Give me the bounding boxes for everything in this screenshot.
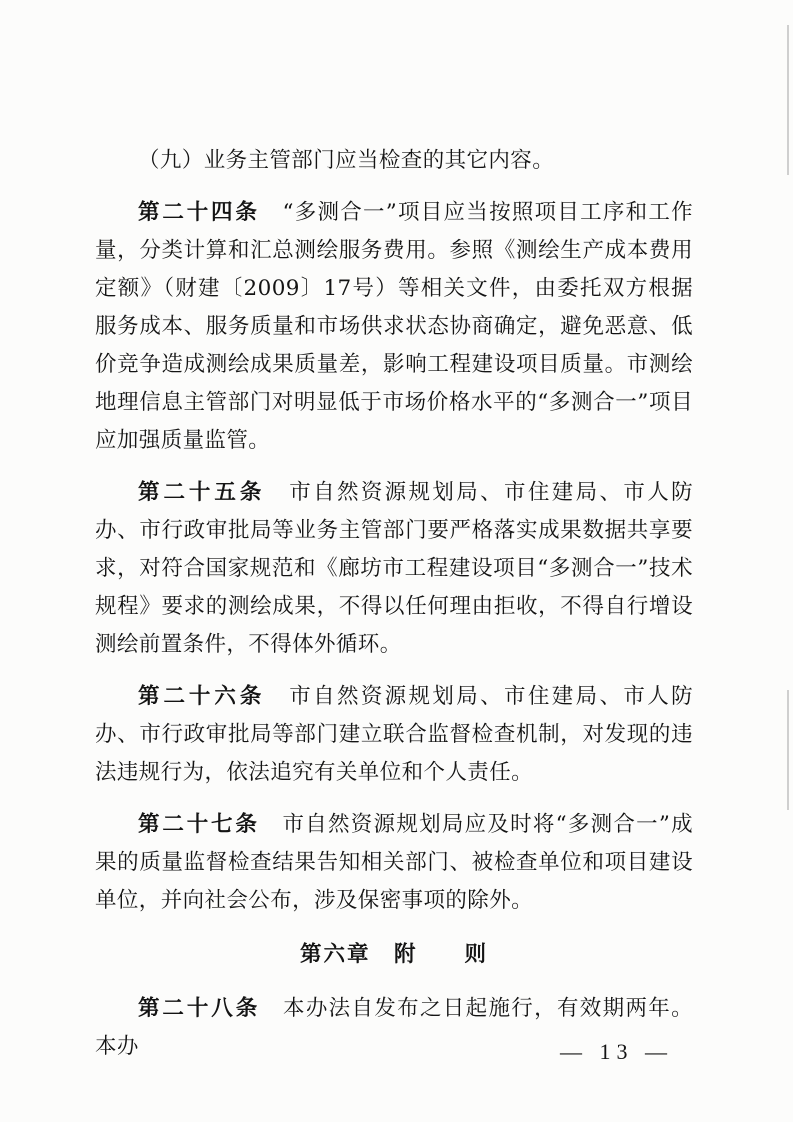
item-nine: （九）业务主管部门应当检查的其它内容。 — [138, 148, 555, 173]
article-26-head: 第二十六条 — [138, 684, 266, 709]
article-26 — [95, 678, 693, 792]
article-28-head: 第二十八条 — [138, 996, 261, 1021]
chapter-heading: 第六章 附 则 — [299, 942, 488, 967]
article-26-body: 市自然资源规划局、市住建局、市人防办、市行政审批局等部门建立联合监督检查机制，对发现的违法违规行为，依法追究有关单位和个人责任。 — [95, 684, 693, 785]
article-24 — [95, 194, 693, 460]
page-number: — 13 — — [560, 1039, 673, 1064]
article-28-body: 本办法自发布之日起施行，有效期两年。本办 — [95, 996, 694, 1059]
document-body — [95, 142, 693, 1066]
article-24-head: 第二十四条 — [138, 200, 260, 225]
article-27-head: 第二十七条 — [138, 812, 260, 837]
article-27-body: 市自然资源规划局应及时将“多测合一”成果的质量监督检查结果告知相关部门、被检查单位和项目建设单位，并向社会公布，涉及保密事项的除外。 — [95, 812, 693, 913]
article-25-body: 市自然资源规划局、市住建局、市人防办、市行政审批局等业务主管部门要严格落实成果数据共享要求，对符合国家规范和《廊坊市工程建设项目“多测合一”技术规程》要求的测绘成果，不得以任何理由拒收，不得自行增设测绘前置条件，不得体外循环。 — [95, 480, 693, 657]
article-25-head: 第二十五条 — [138, 480, 266, 505]
article-25 — [95, 474, 693, 664]
scan-edge-mark — [787, 690, 789, 810]
article-27 — [95, 806, 693, 920]
article-24-body: “多测合一”项目应当按照项目工序和工作量，分类计算和汇总测绘服务费用。参照《测绘生产成本费用定额》（财建〔2009〕17号）等相关文件，由委托双方根据服务成本、服务质量和市场供求状态协商确定，避免恶意、低价竞争造成测绘成果质量差，影响工程建设项目质量。市测绘地理信息主管部门对明显低于市场价格水平的“多测合一”项目应加强质量监管。 — [95, 200, 693, 453]
scan-edge-mark — [787, 25, 789, 175]
